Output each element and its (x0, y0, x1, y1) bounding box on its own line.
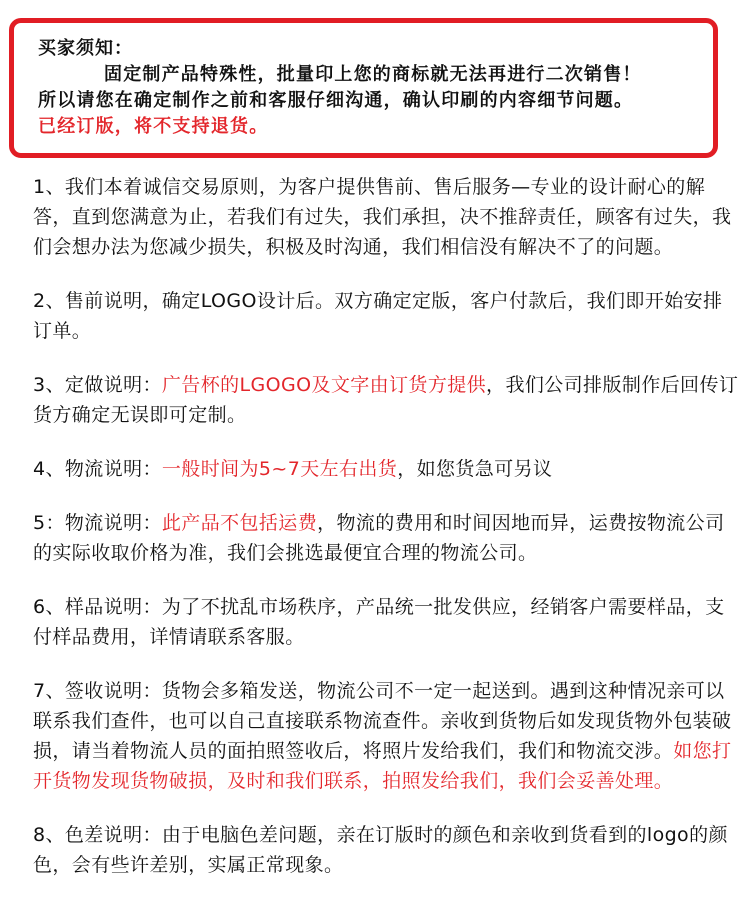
policy-item-highlight: 一般时间为5~7天左右出货 (161, 458, 398, 480)
notice-line-confirm: 所以请您在确定制作之前和客服仔细沟通，确认印刷的内容细节问题。 (38, 90, 634, 111)
policy-list (33, 172, 739, 904)
policy-item-text: 2、售前说明，确定LOGO设计后。双方确定定版，客户付款后，我们即开始安排订单。 (33, 290, 723, 342)
policy-item-text-after: ，物流的费用和时间因地而异，运费按物流公司的实际收取价格为准，我们会挑选最便宜合理的物流公司。 (33, 512, 725, 564)
buyer-notice-box (9, 18, 718, 158)
policy-item-text: 4、物流说明： (33, 458, 162, 480)
policy-item-receipt (33, 676, 739, 796)
policy-item-service (33, 172, 739, 262)
policy-item-highlight: 此产品不包括运费 (161, 512, 318, 534)
notice-title: 买家须知： (38, 38, 133, 59)
policy-item-highlight: 广告杯的LGOGO及文字由订货方提供 (161, 374, 487, 396)
policy-item-shipping-fee (33, 508, 739, 568)
policy-item-text: 7、签收说明：货物会多箱发送，物流公司不一定一起送到。遇到这种情况亲可以联系我们查件，也可以自己直接联系物流查件。亲收到货物后如发现货物外包装破损，请当着物流人员的面拍照签收后，将照片发给我们，我们和物流交涉。 (33, 680, 732, 762)
policy-item-text: 5：物流说明： (33, 512, 162, 534)
policy-item-presale (33, 286, 739, 346)
policy-item-text-after: ，如您货急可另议 (397, 458, 553, 480)
policy-item-text: 8、色差说明：由于电脑色差问题，亲在订版时的颜色和亲收到货看到的logo的颜色，会有些许差别，实属正常现象。 (33, 824, 728, 876)
policy-item-shipping-time (33, 454, 739, 484)
policy-item-color-difference (33, 820, 739, 880)
policy-item-text-after: ，我们公司排版制作后回传订货方确定无误即可定制。 (33, 374, 739, 426)
policy-item-samples (33, 592, 739, 652)
policy-item-highlight: 如您打开货物发现货物破损，及时和我们联系，拍照发给我们，我们会妥善处理。 (33, 740, 732, 792)
policy-item-text: 1、我们本着诚信交易原则，为客户提供售前、售后服务—专业的设计耐心的解答，直到您满意为止，若我们有过失，我们承担，决不推辞责任，顾客有过失，我们会想办法为您减少损失，积极及时沟通，我们相信没有解决不了的问题。 (33, 176, 732, 258)
policy-item-text: 3、定做说明： (33, 374, 162, 396)
policy-item-text: 6、样品说明：为了不扰乱市场秩序，产品统一批发供应，经销客户需要样品，支付样品费用，详情请联系客服。 (33, 596, 725, 648)
notice-line-custom: 固定制产品特殊性，批量印上您的商标就无法再进行二次销售！ (104, 64, 642, 85)
policy-item-customization (33, 370, 739, 430)
notice-line-no-return: 已经订版，将不支持退货。 (38, 116, 269, 137)
